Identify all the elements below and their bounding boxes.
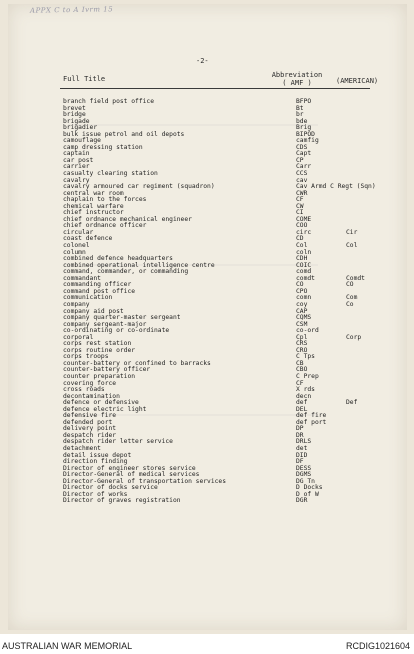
abbreviation-cell: DGMS (296, 471, 312, 479)
full-title-cell: despatch rider letter service (63, 438, 173, 446)
full-title-cell: branch field post office (63, 98, 154, 105)
full-title-cell: brigade (63, 117, 90, 125)
full-title-cell: corps rest station (63, 340, 132, 348)
abbreviation-cell: comdt (296, 274, 315, 282)
abbreviation-cell: Col (296, 242, 308, 250)
abbreviation-cell: CRO (296, 346, 308, 354)
abbreviation-cell: C Tps (296, 353, 315, 361)
abbreviation-cell: CSM (296, 320, 308, 328)
full-title-cell: coast defence (63, 235, 113, 243)
full-title-cell: chemical warfare (63, 202, 124, 210)
abbreviation-cell: CDS (296, 143, 308, 151)
abbreviation-cell: CF (296, 379, 304, 387)
abbreviation-cell: DR (296, 431, 304, 439)
full-title-cell: command, commander, or commanding (63, 268, 189, 276)
abbreviation-cell: CBO (296, 366, 308, 374)
abbreviation-cell: def port (296, 418, 327, 426)
full-title-cell: camp dressing station (63, 143, 143, 151)
full-title-cell: command post office (63, 287, 136, 295)
table-row (63, 498, 373, 505)
full-title-cell: Director-General of transportation services (63, 477, 227, 485)
abbreviation-cell: X rds (296, 386, 315, 394)
american-cell: Cir (346, 228, 358, 236)
full-title-cell: column (63, 248, 86, 256)
full-title-cell: combined defence headquarters (63, 255, 173, 263)
abbreviation-cell: DF (296, 458, 304, 466)
full-title-cell: defensive fire (63, 412, 117, 420)
abbreviation-cell: DGR (296, 497, 308, 505)
full-title-cell: cross roads (63, 386, 105, 394)
abbreviation-cell: CQMS (296, 314, 312, 322)
abbreviation-cell: comn (296, 294, 312, 302)
full-title-cell: counter-battery officer (63, 366, 151, 374)
full-title-cell: Director-General of medical services (63, 471, 200, 479)
full-title-cell: Director of graves registration (63, 497, 181, 505)
abbreviation-cell: C Prep (296, 372, 319, 380)
full-title-cell: cavalry armoured car regiment (squadron) (63, 183, 215, 191)
full-title-cell: commanding officer (63, 281, 132, 289)
abbreviation-cell: Carr (296, 163, 312, 171)
abbreviation-cell: coy (296, 300, 308, 308)
abbreviation-cell: det (296, 444, 308, 452)
abbreviation-cell: COME (296, 215, 312, 223)
full-title-cell: corps troops (63, 353, 109, 361)
abbreviation-cell: CRS (296, 340, 308, 348)
full-title-cell: detail issue depot (63, 451, 132, 459)
full-title-cell: covering force (63, 379, 117, 387)
abbreviation-cell: DP (296, 425, 304, 433)
american-cell: Com (346, 294, 358, 302)
full-title-cell: defended port (63, 418, 113, 426)
full-title-cell: chaplain to the forces (63, 196, 147, 204)
full-title-cell: central war room (63, 189, 124, 197)
abbreviation-cell: D of W (296, 490, 319, 498)
full-title-cell: combined operational intelligence centre (63, 261, 215, 269)
full-title-cell: company sergeant-major (63, 320, 147, 328)
full-title-cell: carrier (63, 163, 90, 171)
abbreviation-cell: camfig (296, 137, 319, 145)
american-cell: Corp (346, 333, 362, 341)
abbreviation-cell: CB (296, 359, 304, 367)
abbreviation-cell: CAP (296, 307, 308, 315)
abbreviation-cell: CP (296, 156, 304, 164)
full-title-cell: corps routine order (63, 346, 136, 354)
american-cell: Col (346, 242, 358, 250)
abbreviation-cell: Bt (296, 104, 304, 112)
abbreviation-cell: CDH (296, 255, 308, 263)
full-title-cell: commandant (63, 274, 101, 282)
american-cell: CO (346, 281, 354, 289)
full-title-cell: bulk issue petrol and oil depots (63, 130, 185, 138)
header-rule (60, 88, 370, 89)
full-title-cell: despatch rider (63, 431, 117, 439)
abbreviation-cell: DESS (296, 464, 312, 472)
abbreviation-cell: coln (296, 248, 312, 256)
abbreviation-cell: Brig (296, 124, 312, 132)
full-title-cell: co-ordinating or co-ordinate (63, 327, 170, 335)
full-title-cell: defence electric light (63, 405, 147, 413)
abbreviation-cell: DRLS (296, 438, 312, 446)
full-title-cell: Director of works (63, 490, 128, 498)
abbreviation-cell: circ (296, 228, 312, 236)
abbreviation-cell: BFPO (296, 98, 312, 105)
footer-catalogue-id: RCDIG1021604 (345, 641, 410, 651)
full-title-cell: counter-battery or confined to barracks (63, 359, 211, 367)
abbreviation-cell: cav (296, 176, 308, 184)
full-title-cell: chief instructor (63, 209, 124, 217)
abbreviation-cell: def (296, 399, 308, 407)
full-title-cell: cavalry (63, 176, 90, 184)
abbreviation-cell: co-ord (296, 327, 319, 335)
abbreviation-cell: CD (296, 235, 304, 243)
full-title-cell: camouflage (63, 137, 101, 145)
abbreviation-cell: Cav Armd C Regt (Sqn) (296, 183, 376, 191)
footer-credit: AUSTRALIAN WAR MEMORIAL (2, 641, 133, 651)
abbreviation-cell: CO (296, 281, 304, 289)
abbreviation-table (63, 98, 376, 505)
full-title-cell: chief ordnance mechanical engineer (63, 215, 192, 223)
full-title-cell: circular (63, 228, 94, 236)
abbreviation-cell: br (296, 111, 304, 119)
abbreviation-cell: CPO (296, 287, 308, 295)
american-cell: Comdt (346, 274, 365, 282)
abbreviation-cell: Cpl (296, 333, 308, 341)
full-title-cell: communication (63, 294, 113, 302)
full-title-cell: casualty clearing station (63, 170, 158, 178)
full-title-cell: captain (63, 150, 90, 158)
abbreviation-cell: DEL (296, 405, 308, 413)
full-title-cell: decontamination (63, 392, 120, 400)
footer (0, 634, 414, 654)
abbreviation-cell: DID (296, 451, 308, 459)
abbreviation-cell: comd (296, 268, 312, 276)
column-header-full-title: Full Title (63, 75, 106, 83)
abbreviation-cell: DG Tn (296, 477, 315, 485)
full-title-cell: brigadier (63, 124, 98, 132)
handwritten-note: APPX C to A Ivrm 15 (29, 5, 114, 15)
document-page (8, 4, 407, 630)
american-cell: Co (346, 300, 354, 308)
abbreviation-cell: CW (296, 202, 304, 210)
abbreviation-cell: CI (296, 209, 304, 217)
abbreviation-cell: D Docks (296, 484, 323, 492)
column-header-abbreviation: Abbreviation ( AMF ) (271, 71, 323, 87)
full-title-cell: company (63, 300, 90, 308)
full-title-cell: Director of engineer stores service (63, 464, 196, 472)
column-header-american: (AMERICAN) (336, 77, 379, 85)
full-title-cell: direction finding (63, 458, 128, 466)
abbreviation-cell: Capt (296, 150, 312, 158)
american-cell: Def (346, 399, 358, 407)
full-title-cell: company aid post (63, 307, 124, 315)
full-title-cell: delivery point (63, 425, 117, 433)
full-title-cell: detachment (63, 444, 101, 452)
page-number: -2- (196, 57, 209, 65)
full-title-cell: counter preparation (63, 372, 136, 380)
abbreviation-cell: decn (296, 392, 312, 400)
abbreviation-cell: COIC (296, 261, 312, 269)
full-title-cell: colonel (63, 242, 90, 250)
abbreviation-cell: BIPOD (296, 130, 315, 138)
full-title-cell: corporal (63, 333, 94, 341)
abbreviation-cell: bde (296, 117, 308, 125)
full-title-cell: Director of docks service (63, 484, 158, 492)
full-title-cell: company quarter-master sergeant (63, 314, 181, 322)
full-title-cell: car post (63, 156, 94, 164)
full-title-cell: brevet (63, 104, 86, 112)
abbreviation-cell: CWR (296, 189, 308, 197)
full-title-cell: chief ordnance officer (63, 222, 147, 230)
abbreviation-cell: CCS (296, 170, 308, 178)
abbreviation-cell: COO (296, 222, 308, 230)
full-title-cell: bridge (63, 111, 86, 119)
abbreviation-cell: CF (296, 196, 304, 204)
abbreviation-cell: def fire (296, 412, 327, 420)
full-title-cell: defence or defensive (63, 399, 139, 407)
